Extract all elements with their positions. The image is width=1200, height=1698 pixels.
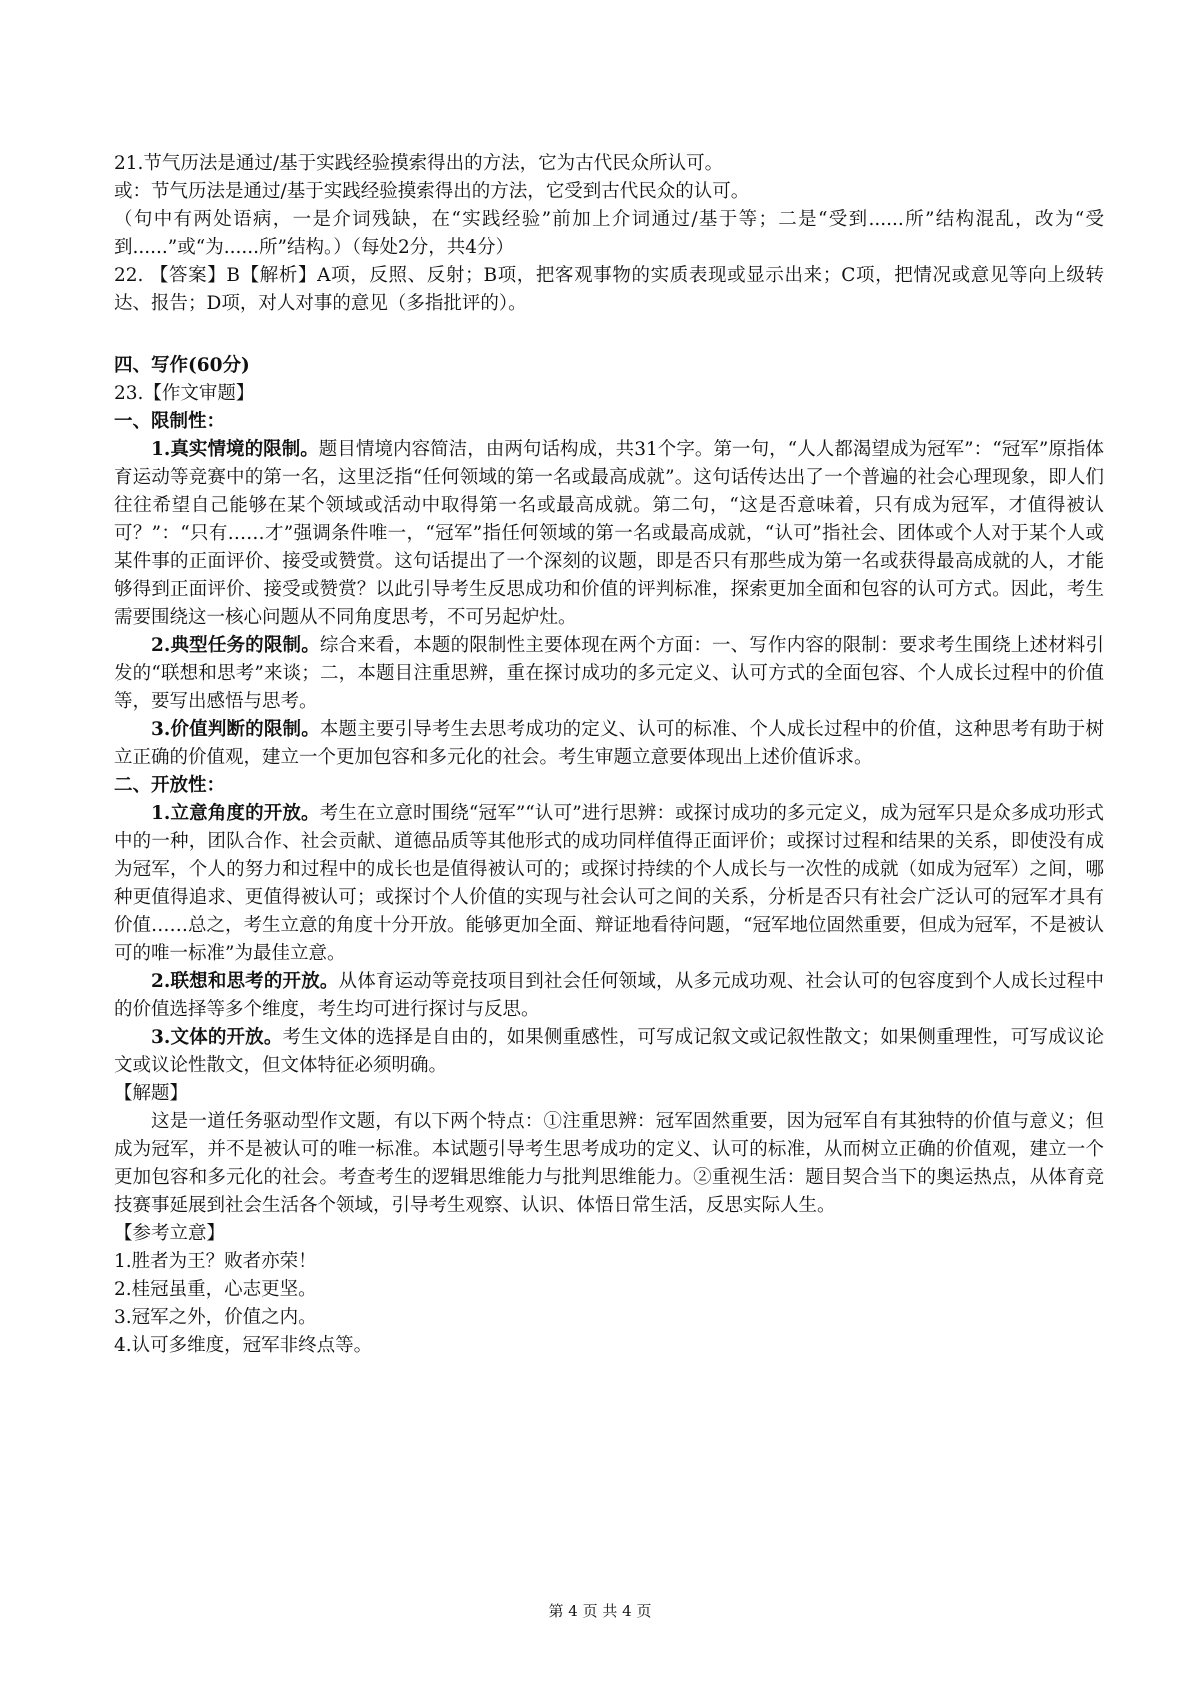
reference-item-1: 1.胜者为王？败者亦荣！	[114, 1251, 317, 1272]
open-item-3	[114, 1024, 1104, 1080]
open-item-2	[114, 968, 1104, 1024]
limit-item-1-lead: 1.真实情境的限制。	[151, 439, 319, 460]
writing-section-title: 四、写作(60分)	[114, 355, 250, 376]
limit-item-2-lead: 2.典型任务的限制。	[151, 635, 320, 656]
open-item-3-body: 考生文体的选择是自由的，如果侧重感性，可写成记叙文或记叙性散文；如果侧重理性，可写成议论文或议论性散文，但文体特征必须明确。	[114, 1027, 1104, 1076]
limit-item-3-lead: 3.价值判断的限制。	[151, 719, 320, 740]
limit-item-3	[114, 716, 1104, 772]
q21-note: （句中有两处语病，一是介词残缺，在“实践经验”前加上介词通过/基于等；二是“受到......所”结构混乱，改为“受到......”或“为......所”结构。）（每处2分，共4分）	[114, 209, 1104, 258]
reference-item-2: 2.桂冠虽重，心志更坚。	[114, 1279, 317, 1300]
limit-heading: 一、限制性：	[114, 411, 226, 432]
reference-heading: 【参考立意】	[114, 1223, 226, 1244]
open-heading: 二、开放性：	[114, 775, 226, 796]
q23-label: 23.【作文审题】	[114, 383, 255, 404]
solve-heading: 【解题】	[114, 1083, 189, 1104]
document-page	[114, 150, 1104, 1360]
page-footer: 第 4 页 共 4 页	[548, 1602, 652, 1620]
open-item-2-body: 从体育运动等竞技项目到社会任何领域，从多元成功观、社会认可的包容度到个人成长过程中的价值选择等多个维度，考生均可进行探讨与反思。	[114, 971, 1104, 1020]
reference-item-3: 3.冠军之外，价值之内。	[114, 1307, 317, 1328]
q21-answer-line-2: 或：节气历法是通过/基于实践经验摸索得出的方法，它受到古代民众的认可。	[114, 181, 750, 202]
limit-item-2-body: 综合来看，本题的限制性主要体现在两个方面：一、写作内容的限制：要求考生围绕上述材料引发的“联想和思考”来谈；二，本题目注重思辨，重在探讨成功的多元定义、认可方式的全面包容、个人成长过程中的价值等，要写出感悟与思考。	[114, 635, 1104, 712]
limit-item-3-body: 本题主要引导考生去思考成功的定义、认可的标准、个人成长过程中的价值，这种思考有助于树立正确的价值观，建立一个更加包容和多元化的社会。考生审题立意要体现出上述价值诉求。	[114, 719, 1104, 768]
limit-item-2	[114, 632, 1104, 716]
open-item-2-lead: 2.联想和思考的开放。	[151, 971, 339, 992]
open-item-3-lead: 3.文体的开放。	[151, 1027, 283, 1048]
open-item-1-lead: 1.立意角度的开放。	[151, 803, 320, 824]
open-item-1	[114, 800, 1104, 968]
q22-answer: 22. 【答案】B【解析】A项，反照、反射；B项，把客观事物的实质表现或显示出来；C项，把情况或意见等向上级转达、报告；D项，对人对事的意见（多指批评的）。	[114, 265, 1104, 314]
open-item-1-body: 考生在立意时围绕“冠军”“认可”进行思辨：或探讨成功的多元定义，成为冠军只是众多成功形式中的一种，团队合作、社会贡献、道德品质等其他形式的成功同样值得正面评价；或探讨过程和结果的关系，即使没有成为冠军，个人的努力和过程中的成长也是值得被认可的；或探讨持续的个人成长与一次性的成就（如成为冠军）之间，哪种更值得追求、更值得被认可；或探讨个人价值的实现与社会认可之间的关系，分析是否只有社会广泛认可的冠军才具有价值……总之，考生立意的角度十分开放。能够更加全面、辩证地看待问题，“冠军地位固然重要，但成为冠军，不是被认可的唯一标准”为最佳立意。	[114, 803, 1104, 964]
solve-body: 这是一道任务驱动型作文题，有以下两个特点：①注重思辨：冠军固然重要，因为冠军自有其独特的价值与意义；但成为冠军，并不是被认可的唯一标准。本试题引导考生思考成功的定义、认可的标准，从而树立正确的价值观，建立一个更加包容和多元化的社会。考查考生的逻辑思维能力与批判思维能力。②重视生活：题目契合当下的奥运热点，从体育竞技赛事延展到社会生活各个领域，引导考生观察、认识、体悟日常生活，反思实际人生。	[114, 1111, 1104, 1216]
q21-answer-line-1: 21.节气历法是通过/基于实践经验摸索得出的方法，它为古代民众所认可。	[114, 153, 724, 174]
limit-item-1	[114, 436, 1104, 632]
reference-item-4: 4.认可多维度，冠军非终点等。	[114, 1335, 373, 1356]
limit-item-1-body: 题目情境内容简洁，由两句话构成，共31个字。第一句，“人人都渴望成为冠军”：“冠军”原指体育运动等竞赛中的第一名，这里泛指“任何领域的第一名或最高成就”。这句话传达出了一个普遍的社会心理现象，即人们往往希望自己能够在某个领域或活动中取得第一名或最高成就。第二句，“这是否意味着，只有成为冠军，才值得被认可？”：“只有……才”强调条件唯一，“冠军”指任何领域的第一名或最高成就，“认可”指社会、团体或个人对于某个人或某件事的正面评价、接受或赞赏。这句话提出了一个深刻的议题，即是否只有那些成为第一名或获得最高成就的人，才能够得到正面评价、接受或赞赏？以此引导考生反思成功和价值的评判标准，探索更加全面和包容的认可方式。因此，考生需要围绕这一核心问题从不同角度思考，不可另起炉灶。	[114, 439, 1104, 628]
